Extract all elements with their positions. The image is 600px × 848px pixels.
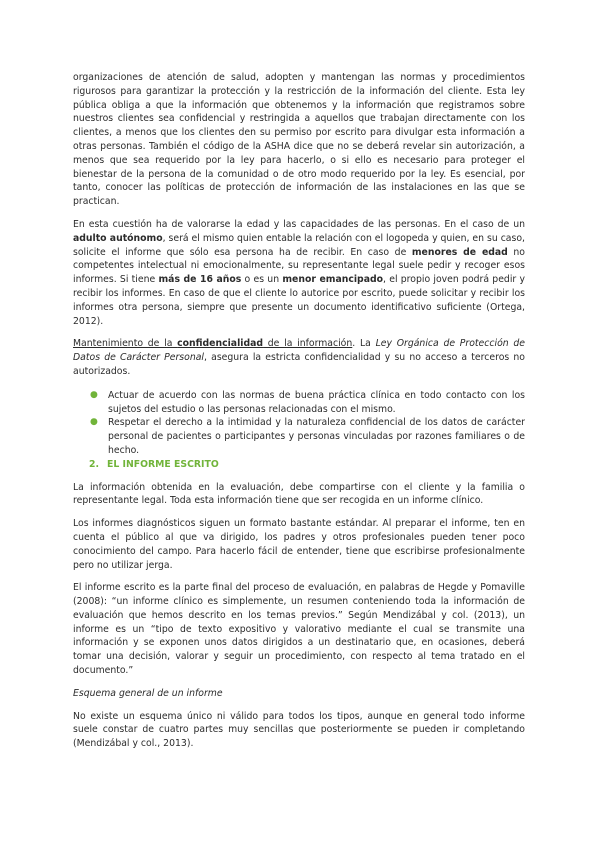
- text-run: . La: [352, 338, 376, 350]
- bullet-list: [73, 389, 525, 458]
- emphasis-adulto-autonomo: adulto autónomo: [73, 232, 163, 244]
- underlined-phrase: [73, 338, 352, 349]
- paragraph-age-capacity: [73, 218, 525, 328]
- emphasis-menores-de-edad: menores de edad: [411, 246, 508, 258]
- paragraph-legal-confidentiality: organizaciones de atención de salud, adopten y mantengan las normas y procedimientos rigurosos para garantizar la protección y la restricción de la información del cliente. Esta ley pública obliga a que la información que obtenemos y la información que registramos sobre nuestros clientes sea confidencial y restringida a aquellos que trabajan directamente con los clientes, a menos que los clientes den su permiso por escrito para divulgar esta información a otras personas. También el código de la ASHA dice que no se deberá revelar sin autorización, a menos que sea requerido por la ley para hacerlo, o si ello es necesario para proteger el bienestar de la persona de la comunidad o de otro modo requerido por la ley. Es esencial, por tanto, conocer las políticas de protección de información de las instalaciones en las que se practican.: [73, 72, 525, 208]
- text-run: Mantenimiento de la: [73, 338, 178, 350]
- section-heading: [89, 458, 525, 472]
- text-run: , asegura la estricta confidencialidad y su no acceso a terceros no autorizados.: [73, 352, 525, 377]
- bullet-icon: ●: [90, 417, 98, 428]
- law-title: Ley Orgánica de Protección de Datos de Carácter Personal: [73, 338, 526, 364]
- bullet-icon: ●: [90, 389, 98, 400]
- paragraph-confidentiality-maintenance: [73, 337, 525, 378]
- list-item: [81, 389, 525, 417]
- list-item: [81, 416, 525, 457]
- list-item-text: Respetar el derecho a la intimidad y la naturaleza confidencial de los datos de carácter personal de pacientes o participantes y personas vinculadas por razones familiares o de hecho.: [108, 417, 525, 456]
- paragraph-report-definition: El informe escrito es la parte final del proceso de evaluación, en palabras de Hegde y Pomaville (2008): “un informe clínico es simplemente, un resumen conteniendo toda la información de evaluación que hemos descrito en los temas previos.” Según Mendizábal y col. (2013), un informe es un “tipo de texto expositivo y valorativo mediante el cual se transmite una información y se exponen unos datos dirigidos a un destinatario que, en ocasiones, deberá tomar una decisión, valorar y seguir un procedimiento, con respecto al tema tratado en el documento.”: [73, 582, 525, 677]
- emphasis-menor-emancipado: menor emancipado: [282, 274, 384, 286]
- subheading-report-scheme: Esquema general de un informe: [73, 687, 223, 699]
- text-run: En esta cuestión ha de valorarse la edad y las capacidades de las personas. En el caso de un: [73, 218, 525, 230]
- text-run: de la información: [263, 338, 353, 350]
- list-item-text: Actuar de acuerdo con las normas de buena práctica clínica en todo contacto con los sujetos del estudio o las personas relacionadas con el mismo.: [108, 389, 525, 415]
- paragraph-report-format: Los informes diagnósticos siguen un formato bastante estándar. Al preparar el informe, ten en cuenta el público al que va dirigido, los padres y otros profesionales pueden tener poco conocimiento del campo. Para hacerlo fácil de entender, tiene que escribirse profesionalmente pero no utilizar jerga.: [73, 518, 525, 571]
- emphasis-confidencialidad: confidencialidad: [177, 338, 264, 350]
- section-number: 2.: [89, 458, 100, 470]
- text-run: o es un: [241, 274, 283, 286]
- text-run: no competentes intelectual ni emocionalmente, su representante legal suele pedir y recoger esos informes. Si tiene: [73, 246, 525, 286]
- paragraph-report-sharing: La información obtenida en la evaluación, debe compartirse con el cliente y la familia o representante legal. Toda esta información tiene que ser recogida en un informe clínico.: [73, 481, 525, 507]
- text-run: , el propio joven podrá pedir y recibir los informes. En caso de que el cliente lo autorice por escrito, puede solicitar y recibir los informes otra persona, siempre que presente un documento identificativo suficiente (Ortega, 2012).: [73, 274, 525, 327]
- paragraph-report-parts: No existe un esquema único ni válido para todos los tipos, aunque en general todo informe suele constar de cuatro partes muy sencillas que posteriormente se pueden ir completando (Mendizábal y col., 2013).: [73, 710, 525, 750]
- section-title: EL INFORME ESCRITO: [107, 458, 219, 470]
- document-body: [73, 71, 525, 760]
- text-run: , será el mismo quien entable la relación con el logopeda y quien, en su caso, solicite el informe que sólo esa persona ha de recibir. En caso de: [73, 232, 525, 258]
- emphasis-mas-de-16: más de 16 años: [158, 274, 242, 286]
